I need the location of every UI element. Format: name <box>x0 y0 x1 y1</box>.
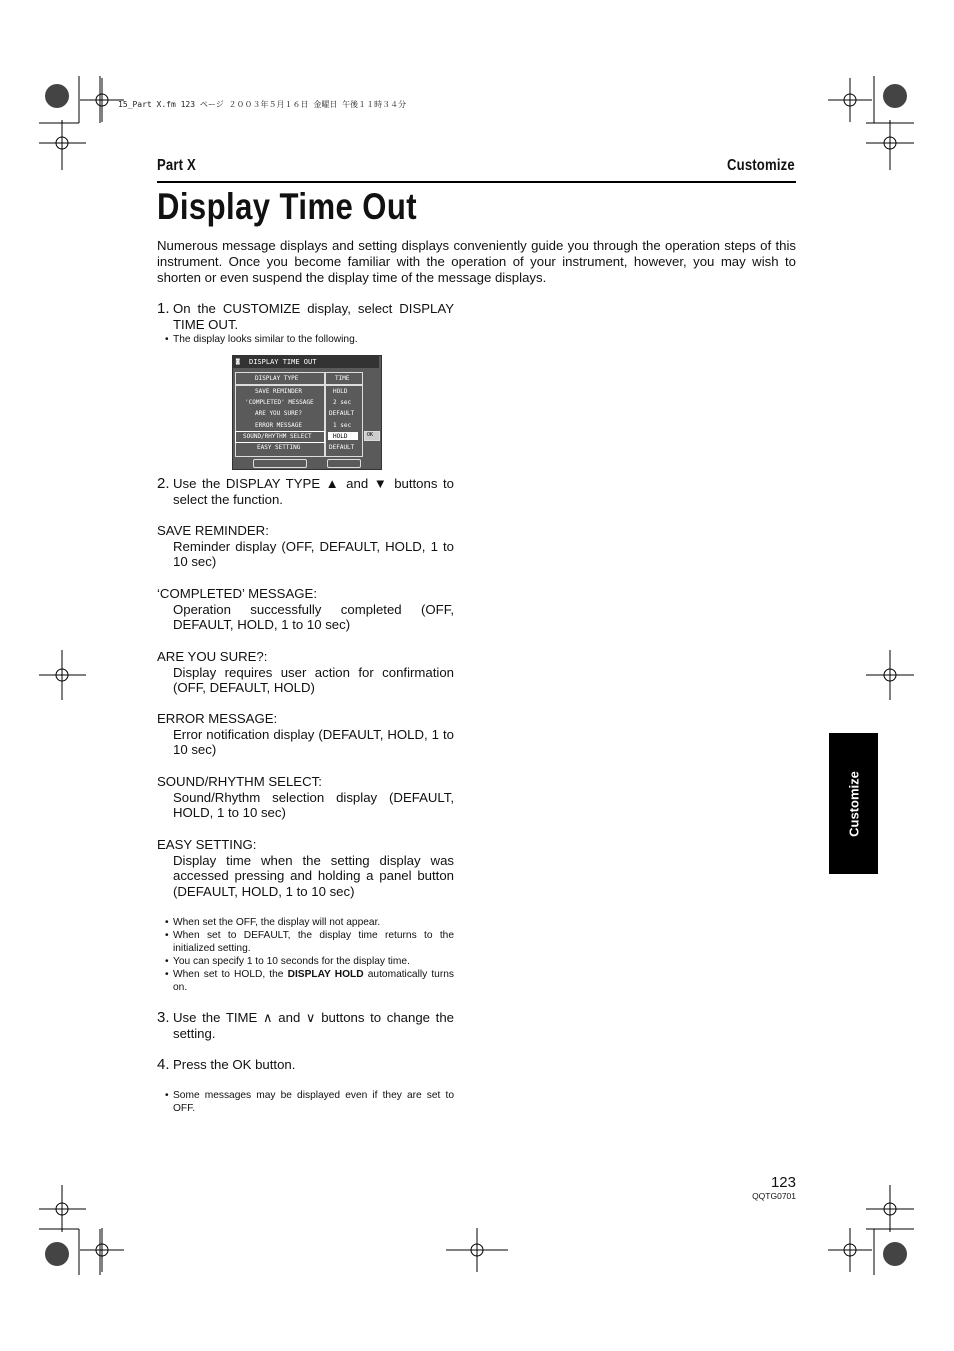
lcd-row-time: 1 sec <box>333 422 352 429</box>
step-number: 2. <box>157 475 170 492</box>
lcd-col2: TIME <box>335 375 350 382</box>
item-sound-rhythm-select <box>157 774 454 821</box>
lcd-row-time: DEFAULT <box>329 444 355 451</box>
lcd-row-time: 2 sec <box>333 399 352 406</box>
display-hold-term: DISPLAY HOLD <box>287 969 364 980</box>
lcd-row-type: 'COMPLETED' MESSAGE <box>245 399 314 406</box>
item-description: Sound/Rhythm selection display (DEFAULT, HOLD, 1 to 10 sec) <box>173 789 454 821</box>
lcd-display <box>232 355 382 470</box>
part-label: Part X <box>157 157 196 174</box>
intro-paragraph: Numerous message displays and setting displays conveniently guide you through the operation steps of this instrument. Once you become familiar with the operation of your instrument, however, you may wish to shorten or even suspend the display time of the message displays. <box>157 238 796 285</box>
bullet: • <box>165 917 169 928</box>
item-heading: ‘COMPLETED’ MESSAGE: <box>157 586 317 601</box>
step-number: 1. <box>157 300 170 317</box>
lcd-title: DISPLAY TIME OUT <box>249 358 317 366</box>
lcd-row-type: ARE YOU SURE? <box>255 410 302 417</box>
item-description: Display time when the setting display was accessed pressing and holding a panel button (DEFAULT, HOLD, 1 to 10 sec) <box>173 852 454 900</box>
side-tab-label: Customize <box>846 770 861 837</box>
lcd-row-time: DEFAULT <box>329 410 355 417</box>
item-description: Display requires user action for confirmation (OFF, DEFAULT, HOLD) <box>173 664 454 696</box>
lcd-row-time: HOLD <box>333 388 348 395</box>
final-note <box>157 1089 454 1115</box>
lcd-col1: DISPLAY TYPE <box>255 375 299 382</box>
item-heading: EASY SETTING: <box>157 837 257 852</box>
note-text: When set the OFF, the display will not appear. <box>173 917 381 928</box>
step-text: Use the TIME ∧ and ∨ buttons to change the setting. <box>173 1010 454 1041</box>
bullet: • <box>165 334 169 346</box>
lcd-row-type: ERROR MESSAGE <box>255 422 302 429</box>
lcd-ok-label: OK <box>367 432 374 438</box>
step-4 <box>157 1057 454 1073</box>
note-text: When set to DEFAULT, the display time returns to the initialized setting. <box>173 930 454 954</box>
item-save-reminder <box>157 523 454 570</box>
notes-list <box>157 916 454 994</box>
step-number: 3. <box>157 1009 170 1026</box>
item-error-message <box>157 711 454 758</box>
section-label: Customize <box>727 157 795 174</box>
bullet: • <box>165 930 169 941</box>
lcd-row-type: SOUND/RHYTHM SELECT <box>243 433 312 440</box>
step-2 <box>157 476 454 507</box>
lcd-icon: ◙ <box>236 358 240 365</box>
file-slug: 15_Part X.fm 123 ページ ２００３年５月１６日 金曜日 午後１１時３４分 <box>118 100 407 109</box>
step-text: Press the OK button. <box>173 1057 296 1072</box>
note-text: The display looks similar to the following. <box>173 334 358 346</box>
item-easy-setting <box>157 837 454 900</box>
header-rule <box>157 181 796 183</box>
side-tab <box>829 733 878 874</box>
step-number: 4. <box>157 1056 170 1073</box>
page-number: 123 <box>770 1174 796 1191</box>
item-heading: SOUND/RHYTHM SELECT: <box>157 774 322 789</box>
step-1 <box>157 301 454 346</box>
document-code: QQTG0701 <box>752 1191 796 1201</box>
note-text: Some messages may be displayed even if they are set to OFF. <box>173 1090 454 1114</box>
note-text-part: When set to HOLD, the <box>173 969 284 980</box>
item-heading: SAVE REMINDER: <box>157 523 269 538</box>
page-title: Display Time Out <box>157 186 418 227</box>
item-heading: ERROR MESSAGE: <box>157 711 278 726</box>
note-text-part: automatically turns on. <box>173 969 454 993</box>
lcd-row-time: HOLD <box>333 433 348 440</box>
item-heading: ARE YOU SURE?: <box>157 649 268 664</box>
lcd-row-type: EASY SETTING <box>257 444 301 451</box>
step-3 <box>157 1010 454 1041</box>
bullet: • <box>165 969 169 980</box>
step-text: On the CUSTOMIZE display, select DISPLAY TIME OUT. <box>173 301 454 332</box>
item-description: Reminder display (OFF, DEFAULT, HOLD, 1 to 10 sec) <box>173 538 454 570</box>
item-description: Error notification display (DEFAULT, HOLD, 1 to 10 sec) <box>173 726 454 758</box>
step-text: Use the DISPLAY TYPE ▲ and ▼ buttons to select the function. <box>173 476 454 507</box>
lcd-type-up-down <box>253 459 307 468</box>
lcd-time-up-down <box>327 459 361 468</box>
lcd-row-type: SAVE REMINDER <box>255 388 302 395</box>
item-completed-message <box>157 586 454 633</box>
note-text <box>173 968 454 994</box>
item-description: Operation successfully completed (OFF, DEFAULT, HOLD, 1 to 10 sec) <box>173 601 454 633</box>
note-text: You can specify 1 to 10 seconds for the display time. <box>173 956 410 967</box>
bullet: • <box>165 956 169 967</box>
bullet: • <box>165 1090 169 1101</box>
item-are-you-sure <box>157 649 454 696</box>
